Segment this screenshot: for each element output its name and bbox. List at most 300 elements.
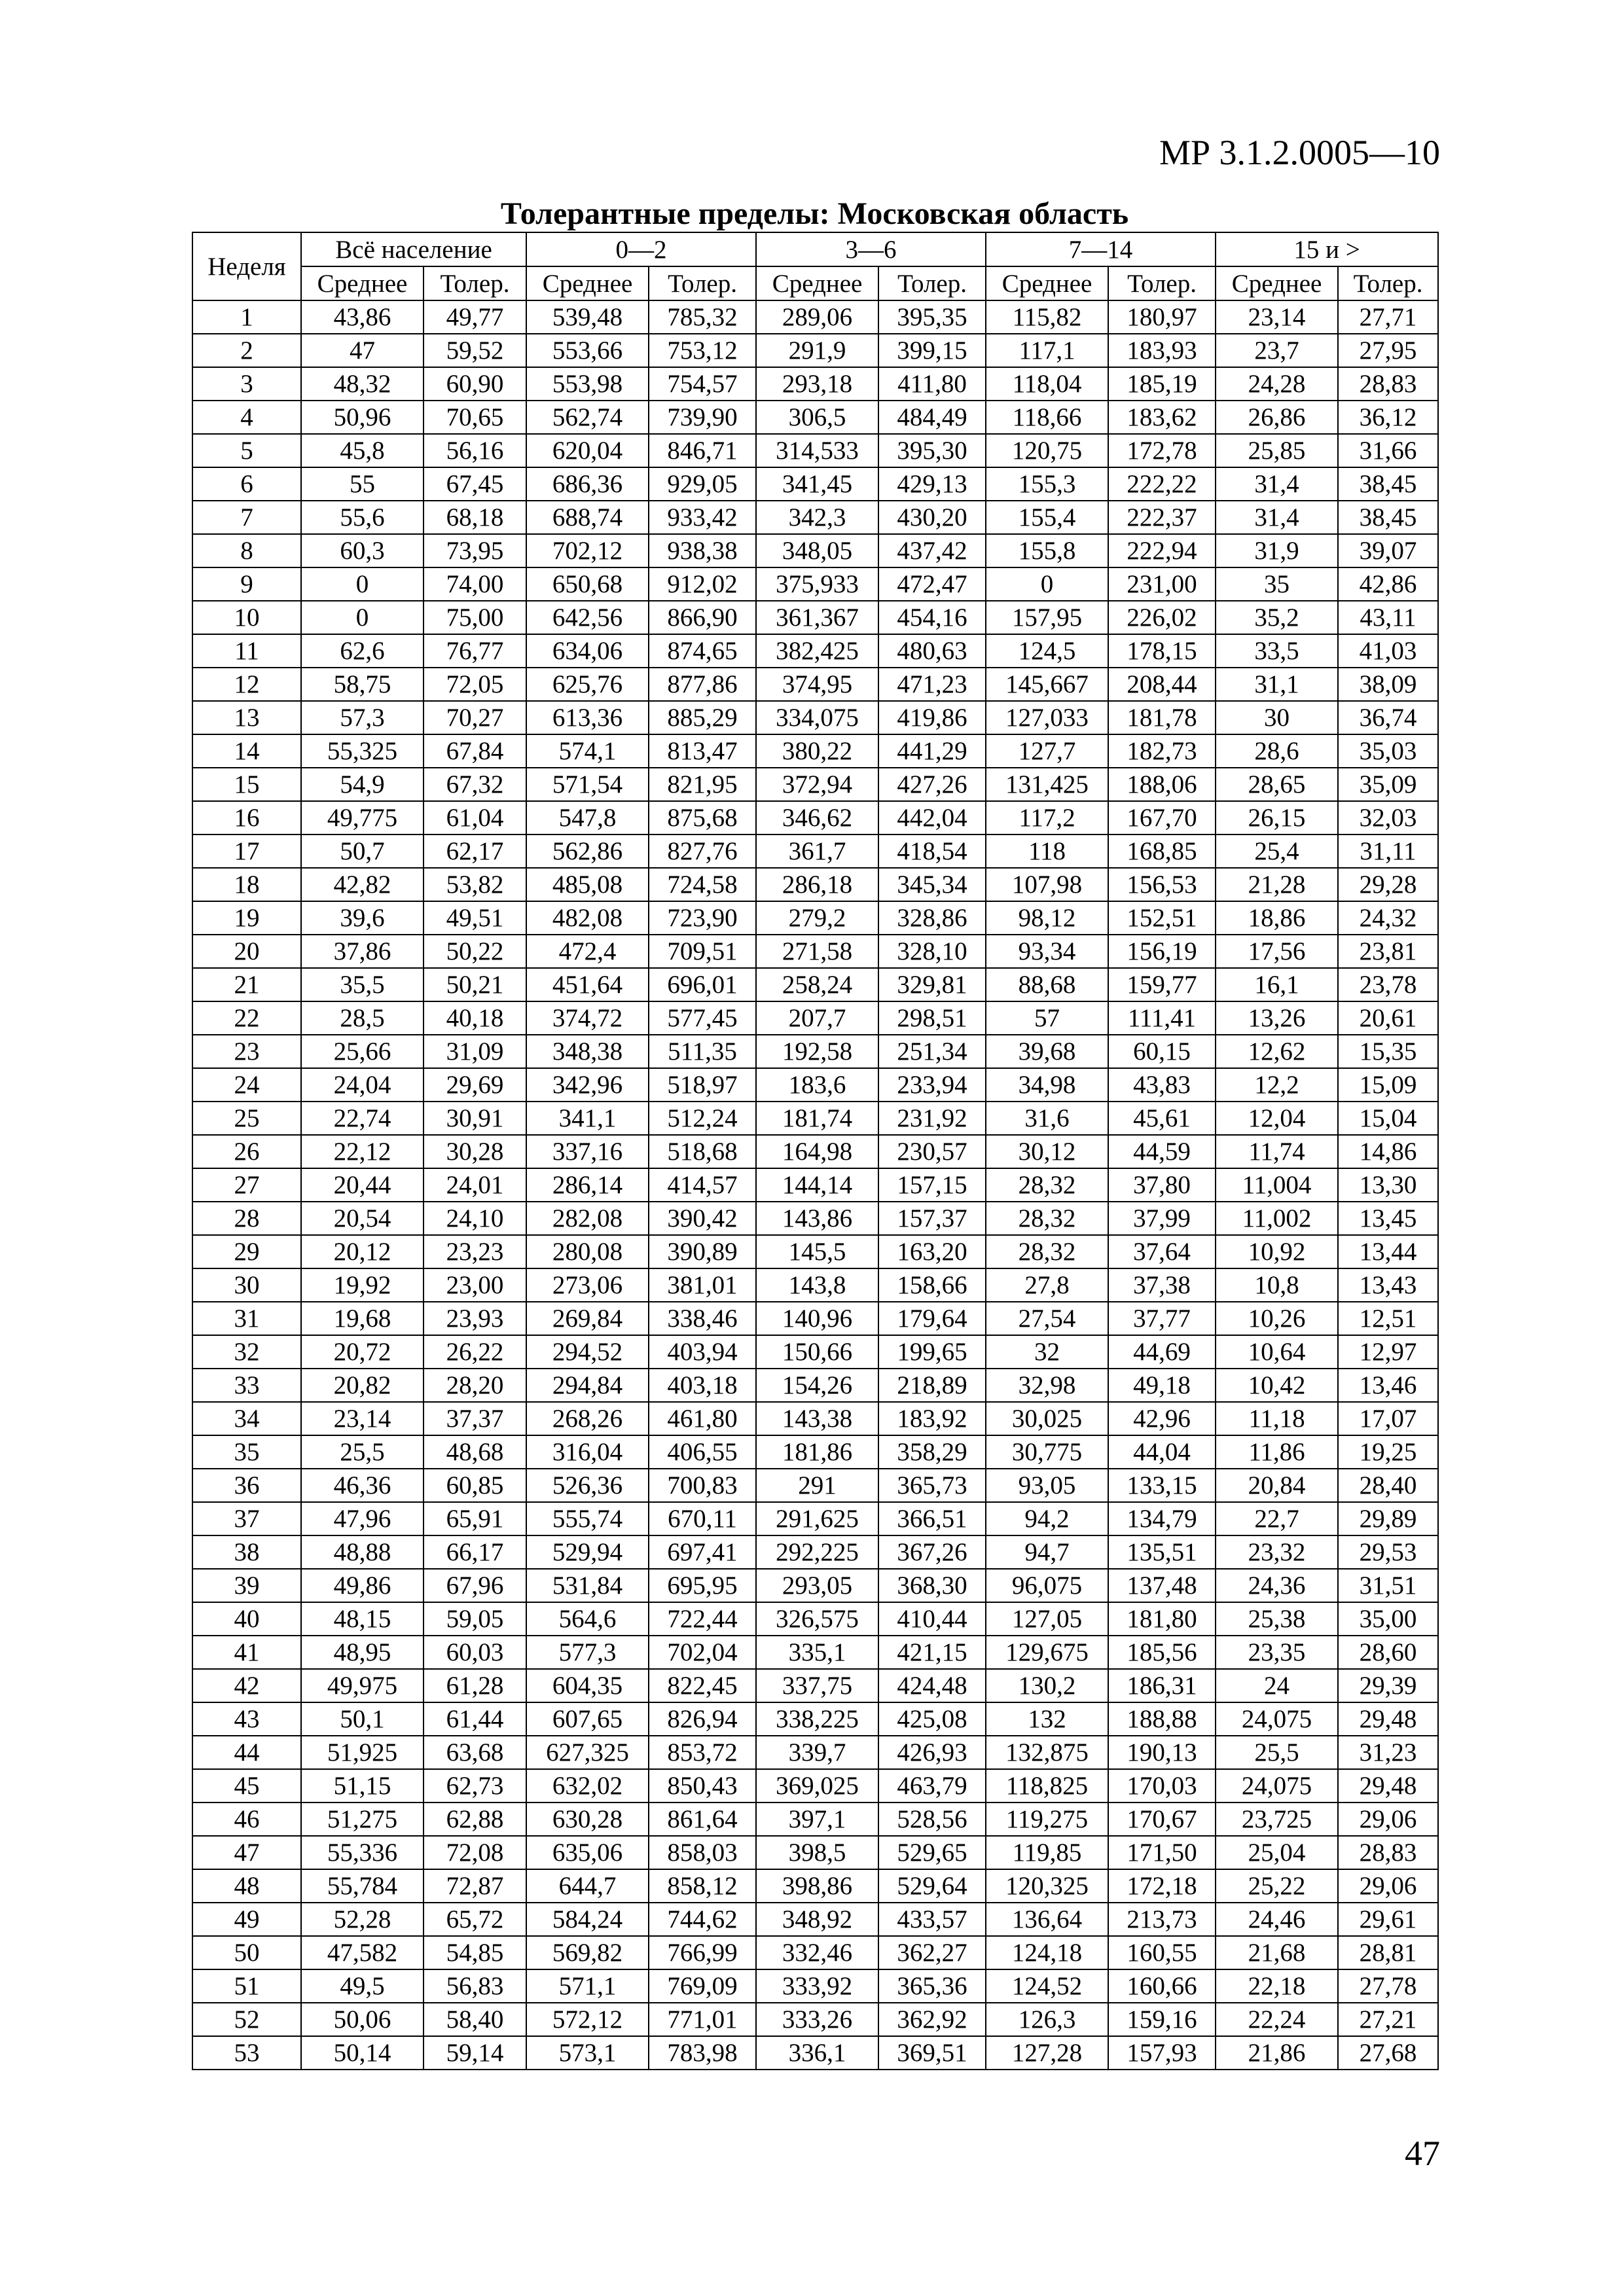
- mean-cell: 375,933: [756, 567, 878, 601]
- tolerance-cell: 30,91: [424, 1102, 526, 1135]
- week-cell: 31: [192, 1302, 301, 1335]
- mean-cell: 32,98: [986, 1369, 1108, 1402]
- mean-cell: 50,06: [301, 2003, 424, 2036]
- tolerance-cell: 172,18: [1108, 1869, 1216, 1903]
- mean-cell: 28,32: [986, 1168, 1108, 1202]
- mean-cell: 46,36: [301, 1469, 424, 1502]
- mean-cell: 688,74: [526, 501, 649, 534]
- mean-cell: 472,4: [526, 935, 649, 968]
- tolerance-cell: 885,29: [649, 701, 756, 734]
- tolerance-cell: 152,51: [1108, 901, 1216, 935]
- tolerance-cell: 866,90: [649, 601, 756, 634]
- mean-cell: 571,54: [526, 768, 649, 801]
- mean-cell: 332,46: [756, 1936, 878, 1969]
- mean-cell: 25,38: [1216, 1602, 1338, 1636]
- tolerance-cell: 160,55: [1108, 1936, 1216, 1969]
- tolerance-cell: 231,00: [1108, 567, 1216, 601]
- week-cell: 41: [192, 1636, 301, 1669]
- tolerance-cell: 406,55: [649, 1435, 756, 1469]
- mean-cell: 94,2: [986, 1502, 1108, 1535]
- sub-header-mean: Среднее: [1216, 266, 1338, 300]
- tolerance-cell: 858,03: [649, 1836, 756, 1869]
- mean-cell: 20,12: [301, 1235, 424, 1268]
- mean-cell: 326,575: [756, 1602, 878, 1636]
- tolerance-cell: 28,60: [1338, 1636, 1438, 1669]
- tolerance-cell: 362,27: [878, 1936, 986, 1969]
- tolerance-cell: 28,40: [1338, 1469, 1438, 1502]
- mean-cell: 280,08: [526, 1235, 649, 1268]
- tolerance-cell: 32,03: [1338, 801, 1438, 834]
- mean-cell: 55: [301, 467, 424, 501]
- tolerance-cell: 43,11: [1338, 601, 1438, 634]
- mean-cell: 348,05: [756, 534, 878, 567]
- mean-cell: 43,86: [301, 300, 424, 334]
- mean-cell: 635,06: [526, 1836, 649, 1869]
- table-row: [192, 2003, 1438, 2036]
- mean-cell: 42,82: [301, 868, 424, 901]
- tolerance-cell: 826,94: [649, 1702, 756, 1736]
- tolerance-cell: 739,90: [649, 401, 756, 434]
- week-cell: 27: [192, 1168, 301, 1202]
- mean-cell: 634,06: [526, 634, 649, 668]
- week-cell: 19: [192, 901, 301, 935]
- table-row: [192, 1402, 1438, 1435]
- tolerance-cell: 233,94: [878, 1068, 986, 1102]
- mean-cell: 361,7: [756, 834, 878, 868]
- sub-header-mean: Среднее: [301, 266, 424, 300]
- tolerance-cell: 213,73: [1108, 1903, 1216, 1936]
- group-header-3-6: 3—6: [756, 232, 986, 266]
- table-row: [192, 1736, 1438, 1769]
- mean-cell: 10,64: [1216, 1335, 1338, 1369]
- tolerance-cell: 29,69: [424, 1068, 526, 1102]
- tolerance-cell: 421,15: [878, 1636, 986, 1669]
- mean-cell: 32: [986, 1335, 1108, 1369]
- mean-cell: 24,36: [1216, 1569, 1338, 1602]
- tolerance-cell: 697,41: [649, 1535, 756, 1569]
- mean-cell: 20,44: [301, 1168, 424, 1202]
- tolerance-cell: 183,62: [1108, 401, 1216, 434]
- mean-cell: 571,1: [526, 1969, 649, 2003]
- tolerance-cell: 159,77: [1108, 968, 1216, 1001]
- tolerance-cell: 367,26: [878, 1535, 986, 1569]
- tolerance-cell: 27,95: [1338, 334, 1438, 367]
- mean-cell: 192,58: [756, 1035, 878, 1068]
- week-cell: 43: [192, 1702, 301, 1736]
- tolerance-cell: 850,43: [649, 1769, 756, 1803]
- tolerance-cell: 31,09: [424, 1035, 526, 1068]
- mean-cell: 547,8: [526, 801, 649, 834]
- tolerance-cell: 42,86: [1338, 567, 1438, 601]
- tolerance-cell: 754,57: [649, 367, 756, 401]
- tolerance-cell: 170,03: [1108, 1769, 1216, 1803]
- mean-cell: 28,5: [301, 1001, 424, 1035]
- tolerance-cell: 37,64: [1108, 1235, 1216, 1268]
- table-row: [192, 668, 1438, 701]
- mean-cell: 341,1: [526, 1102, 649, 1135]
- tolerance-cell: 58,40: [424, 2003, 526, 2036]
- mean-cell: 51,275: [301, 1803, 424, 1836]
- tolerance-cell: 395,35: [878, 300, 986, 334]
- mean-cell: 336,1: [756, 2036, 878, 2070]
- tolerance-cell: 59,52: [424, 334, 526, 367]
- mean-cell: 21,86: [1216, 2036, 1338, 2070]
- mean-cell: 150,66: [756, 1335, 878, 1369]
- table-row: [192, 1936, 1438, 1969]
- mean-cell: 22,7: [1216, 1502, 1338, 1535]
- mean-cell: 31,4: [1216, 501, 1338, 534]
- tolerance-cell: 13,45: [1338, 1202, 1438, 1235]
- mean-cell: 17,56: [1216, 935, 1338, 968]
- tolerance-cell: 60,90: [424, 367, 526, 401]
- table-row: [192, 1068, 1438, 1102]
- mean-cell: 183,6: [756, 1068, 878, 1102]
- mean-cell: 20,82: [301, 1369, 424, 1402]
- tolerance-cell: 366,51: [878, 1502, 986, 1535]
- week-cell: 8: [192, 534, 301, 567]
- tolerance-cell: 298,51: [878, 1001, 986, 1035]
- table-row: [192, 701, 1438, 734]
- mean-cell: 19,68: [301, 1302, 424, 1335]
- tolerance-cell: 183,92: [878, 1402, 986, 1435]
- tolerance-cell: 181,78: [1108, 701, 1216, 734]
- mean-cell: 374,72: [526, 1001, 649, 1035]
- tolerance-cell: 24,10: [424, 1202, 526, 1235]
- mean-cell: 11,004: [1216, 1168, 1338, 1202]
- week-cell: 33: [192, 1369, 301, 1402]
- mean-cell: 31,4: [1216, 467, 1338, 501]
- tolerance-cell: 368,30: [878, 1569, 986, 1602]
- tolerance-cell: 188,06: [1108, 768, 1216, 801]
- mean-cell: 11,74: [1216, 1135, 1338, 1168]
- mean-cell: 291: [756, 1469, 878, 1502]
- mean-cell: 127,05: [986, 1602, 1108, 1636]
- mean-cell: 145,5: [756, 1235, 878, 1268]
- mean-cell: 35,5: [301, 968, 424, 1001]
- tolerance-cell: 39,07: [1338, 534, 1438, 567]
- mean-cell: 98,12: [986, 901, 1108, 935]
- tolerance-cell: 28,20: [424, 1369, 526, 1402]
- tolerance-cell: 36,74: [1338, 701, 1438, 734]
- table-row: [192, 1235, 1438, 1268]
- tolerance-cell: 29,06: [1338, 1869, 1438, 1903]
- table-row: [192, 401, 1438, 434]
- tolerance-cell: 27,68: [1338, 2036, 1438, 2070]
- tolerance-cell: 13,44: [1338, 1235, 1438, 1268]
- mean-cell: 31,9: [1216, 534, 1338, 567]
- tolerance-cell: 61,28: [424, 1669, 526, 1702]
- tolerance-cell: 518,97: [649, 1068, 756, 1102]
- week-cell: 45: [192, 1769, 301, 1803]
- tolerance-cell: 44,59: [1108, 1135, 1216, 1168]
- tolerance-cell: 28,83: [1338, 1836, 1438, 1869]
- mean-cell: 630,28: [526, 1803, 649, 1836]
- tolerance-cell: 72,08: [424, 1836, 526, 1869]
- mean-cell: 124,5: [986, 634, 1108, 668]
- mean-cell: 50,96: [301, 401, 424, 434]
- tolerance-cell: 199,65: [878, 1335, 986, 1369]
- mean-cell: 293,18: [756, 367, 878, 401]
- tolerance-cell: 208,44: [1108, 668, 1216, 701]
- week-cell: 14: [192, 734, 301, 768]
- tolerance-cell: 70,27: [424, 701, 526, 734]
- mean-cell: 27,54: [986, 1302, 1108, 1335]
- mean-cell: 57,3: [301, 701, 424, 734]
- mean-cell: 372,94: [756, 768, 878, 801]
- tolerance-cell: 358,29: [878, 1435, 986, 1469]
- tolerance-cell: 45,61: [1108, 1102, 1216, 1135]
- mean-cell: 129,675: [986, 1636, 1108, 1669]
- mean-cell: 49,86: [301, 1569, 424, 1602]
- mean-cell: 564,6: [526, 1602, 649, 1636]
- table-row: [192, 1135, 1438, 1168]
- mean-cell: 18,86: [1216, 901, 1338, 935]
- tolerance-cell: 24,01: [424, 1168, 526, 1202]
- mean-cell: 25,4: [1216, 834, 1338, 868]
- mean-cell: 562,74: [526, 401, 649, 434]
- tolerance-cell: 938,38: [649, 534, 756, 567]
- tolerance-cell: 365,36: [878, 1969, 986, 2003]
- tolerance-cell: 827,76: [649, 834, 756, 868]
- week-cell: 36: [192, 1469, 301, 1502]
- tolerance-cell: 29,28: [1338, 868, 1438, 901]
- tolerance-cell: 66,17: [424, 1535, 526, 1569]
- mean-cell: 31,6: [986, 1102, 1108, 1135]
- mean-cell: 10,8: [1216, 1268, 1338, 1302]
- mean-cell: 0: [986, 567, 1108, 601]
- tolerance-cell: 700,83: [649, 1469, 756, 1502]
- tolerance-cell: 577,45: [649, 1001, 756, 1035]
- mean-cell: 650,68: [526, 567, 649, 601]
- week-cell: 5: [192, 434, 301, 467]
- mean-cell: 24: [1216, 1669, 1338, 1702]
- tolerance-cell: 226,02: [1108, 601, 1216, 634]
- tolerance-cell: 76,77: [424, 634, 526, 668]
- tolerance-cell: 426,93: [878, 1736, 986, 1769]
- tolerance-cell: 472,47: [878, 567, 986, 601]
- tolerance-cell: 23,00: [424, 1268, 526, 1302]
- tolerance-cell: 163,20: [878, 1235, 986, 1268]
- mean-cell: 12,62: [1216, 1035, 1338, 1068]
- tolerance-cell: 19,25: [1338, 1435, 1438, 1469]
- tolerance-cell: 218,89: [878, 1369, 986, 1402]
- tolerance-cell: 62,17: [424, 834, 526, 868]
- mean-cell: 50,7: [301, 834, 424, 868]
- table-row: [192, 734, 1438, 768]
- week-cell: 2: [192, 334, 301, 367]
- mean-cell: 607,65: [526, 1702, 649, 1736]
- tolerance-cell: 49,18: [1108, 1369, 1216, 1402]
- tolerance-cell: 433,57: [878, 1903, 986, 1936]
- tolerance-cell: 29,39: [1338, 1669, 1438, 1702]
- tolerance-cell: 222,37: [1108, 501, 1216, 534]
- week-cell: 15: [192, 768, 301, 801]
- tolerance-cell: 480,63: [878, 634, 986, 668]
- tolerance-cell: 381,01: [649, 1268, 756, 1302]
- sub-header-tolerance: Толер.: [649, 266, 756, 300]
- tolerance-cell: 185,56: [1108, 1636, 1216, 1669]
- mean-cell: 132,875: [986, 1736, 1108, 1769]
- tolerance-cell: 912,02: [649, 567, 756, 601]
- mean-cell: 23,725: [1216, 1803, 1338, 1836]
- week-cell: 51: [192, 1969, 301, 2003]
- mean-cell: 127,033: [986, 701, 1108, 734]
- mean-cell: 25,04: [1216, 1836, 1338, 1869]
- week-cell: 29: [192, 1235, 301, 1268]
- table-row: [192, 935, 1438, 968]
- mean-cell: 369,025: [756, 1769, 878, 1803]
- week-cell: 44: [192, 1736, 301, 1769]
- tolerance-cell: 188,88: [1108, 1702, 1216, 1736]
- mean-cell: 117,1: [986, 334, 1108, 367]
- page-number: 47: [1405, 2134, 1440, 2173]
- week-cell: 28: [192, 1202, 301, 1235]
- mean-cell: 28,6: [1216, 734, 1338, 768]
- tolerance-cell: 156,53: [1108, 868, 1216, 901]
- week-cell: 38: [192, 1535, 301, 1569]
- tolerance-cell: 68,18: [424, 501, 526, 534]
- tolerance-cell: 133,15: [1108, 1469, 1216, 1502]
- tolerance-cell: 41,03: [1338, 634, 1438, 668]
- mean-cell: 539,48: [526, 300, 649, 334]
- group-header-7-14: 7—14: [986, 232, 1216, 266]
- tolerance-cell: 15,04: [1338, 1102, 1438, 1135]
- tolerance-cell: 50,22: [424, 935, 526, 968]
- mean-cell: 120,75: [986, 434, 1108, 467]
- mean-cell: 11,002: [1216, 1202, 1338, 1235]
- mean-cell: 93,34: [986, 935, 1108, 968]
- mean-cell: 119,275: [986, 1803, 1108, 1836]
- tolerance-cell: 822,45: [649, 1669, 756, 1702]
- mean-cell: 118: [986, 834, 1108, 868]
- tolerance-cell: 37,38: [1108, 1268, 1216, 1302]
- week-cell: 46: [192, 1803, 301, 1836]
- table-row: [192, 1102, 1438, 1135]
- mean-cell: 12,04: [1216, 1102, 1338, 1135]
- mean-cell: 338,225: [756, 1702, 878, 1736]
- week-cell: 39: [192, 1569, 301, 1602]
- tolerance-cell: 38,45: [1338, 467, 1438, 501]
- tolerance-cell: 484,49: [878, 401, 986, 434]
- week-cell: 9: [192, 567, 301, 601]
- mean-cell: 294,52: [526, 1335, 649, 1369]
- tolerance-cell: 28,81: [1338, 1936, 1438, 1969]
- table-row: [192, 901, 1438, 935]
- table-row: [192, 1869, 1438, 1903]
- tolerance-cell: 528,56: [878, 1803, 986, 1836]
- table-header: [192, 232, 1438, 300]
- tolerance-cell: 329,81: [878, 968, 986, 1001]
- mean-cell: 20,54: [301, 1202, 424, 1235]
- table-row: [192, 1302, 1438, 1335]
- mean-cell: 143,8: [756, 1268, 878, 1302]
- tolerance-cell: 230,57: [878, 1135, 986, 1168]
- mean-cell: 118,04: [986, 367, 1108, 401]
- tolerance-cell: 345,34: [878, 868, 986, 901]
- tolerance-cell: 160,66: [1108, 1969, 1216, 2003]
- mean-cell: 58,75: [301, 668, 424, 701]
- week-cell: 12: [192, 668, 301, 701]
- mean-cell: 144,14: [756, 1168, 878, 1202]
- week-cell: 52: [192, 2003, 301, 2036]
- mean-cell: 702,12: [526, 534, 649, 567]
- mean-cell: 25,22: [1216, 1869, 1338, 1903]
- mean-cell: 293,05: [756, 1569, 878, 1602]
- mean-cell: 96,075: [986, 1569, 1108, 1602]
- week-cell: 26: [192, 1135, 301, 1168]
- tolerance-cell: 60,03: [424, 1636, 526, 1669]
- tolerance-cell: 441,29: [878, 734, 986, 768]
- tolerance-cell: 461,80: [649, 1402, 756, 1435]
- mean-cell: 118,66: [986, 401, 1108, 434]
- mean-cell: 294,84: [526, 1369, 649, 1402]
- table-row: [192, 1268, 1438, 1302]
- tolerance-cell: 696,01: [649, 968, 756, 1001]
- tolerance-cell: 59,14: [424, 2036, 526, 2070]
- tolerance-cell: 35,00: [1338, 1602, 1438, 1636]
- mean-cell: 118,825: [986, 1769, 1108, 1803]
- tolerance-cell: 60,15: [1108, 1035, 1216, 1068]
- mean-cell: 574,1: [526, 734, 649, 768]
- tolerance-cell: 27,78: [1338, 1969, 1438, 2003]
- tolerance-cell: 183,93: [1108, 334, 1216, 367]
- mean-cell: 625,76: [526, 668, 649, 701]
- header-row-groups: [192, 232, 1438, 266]
- table-row: [192, 1469, 1438, 1502]
- mean-cell: 632,02: [526, 1769, 649, 1803]
- tolerance-cell: 14,86: [1338, 1135, 1438, 1168]
- tolerance-cell: 23,23: [424, 1235, 526, 1268]
- mean-cell: 258,24: [756, 968, 878, 1001]
- mean-cell: 620,04: [526, 434, 649, 467]
- sub-header-mean: Среднее: [526, 266, 649, 300]
- mean-cell: 45,8: [301, 434, 424, 467]
- mean-cell: 55,6: [301, 501, 424, 534]
- table-title: Толерантные пределы: Московская область: [500, 196, 1129, 231]
- tolerance-cell: 38,45: [1338, 501, 1438, 534]
- mean-cell: 47,582: [301, 1936, 424, 1969]
- sub-header-mean: Среднее: [986, 266, 1108, 300]
- week-cell: 3: [192, 367, 301, 401]
- mean-cell: 22,24: [1216, 2003, 1338, 2036]
- mean-cell: 23,7: [1216, 334, 1338, 367]
- mean-cell: 51,925: [301, 1736, 424, 1769]
- tolerance-cell: 30,28: [424, 1135, 526, 1168]
- mean-cell: 21,68: [1216, 1936, 1338, 1969]
- week-cell: 17: [192, 834, 301, 868]
- mean-cell: 24,46: [1216, 1903, 1338, 1936]
- tolerance-cell: 37,37: [424, 1402, 526, 1435]
- mean-cell: 613,36: [526, 701, 649, 734]
- tolerance-cell: 29,48: [1338, 1769, 1438, 1803]
- mean-cell: 51,15: [301, 1769, 424, 1803]
- tolerance-cell: 31,23: [1338, 1736, 1438, 1769]
- mean-cell: 339,7: [756, 1736, 878, 1769]
- sub-header-tolerance: Толер.: [878, 266, 986, 300]
- sub-header-tolerance: Толер.: [1108, 266, 1216, 300]
- mean-cell: 306,5: [756, 401, 878, 434]
- mean-cell: 136,64: [986, 1903, 1108, 1936]
- document-code: МР 3.1.2.0005—10: [1159, 133, 1440, 172]
- mean-cell: 341,45: [756, 467, 878, 501]
- mean-cell: 20,84: [1216, 1469, 1338, 1502]
- week-cell: 50: [192, 1936, 301, 1969]
- tolerance-cell: 390,89: [649, 1235, 756, 1268]
- tolerance-cell: 157,37: [878, 1202, 986, 1235]
- week-cell: 20: [192, 935, 301, 968]
- table-row: [192, 2036, 1438, 2070]
- week-cell: 11: [192, 634, 301, 668]
